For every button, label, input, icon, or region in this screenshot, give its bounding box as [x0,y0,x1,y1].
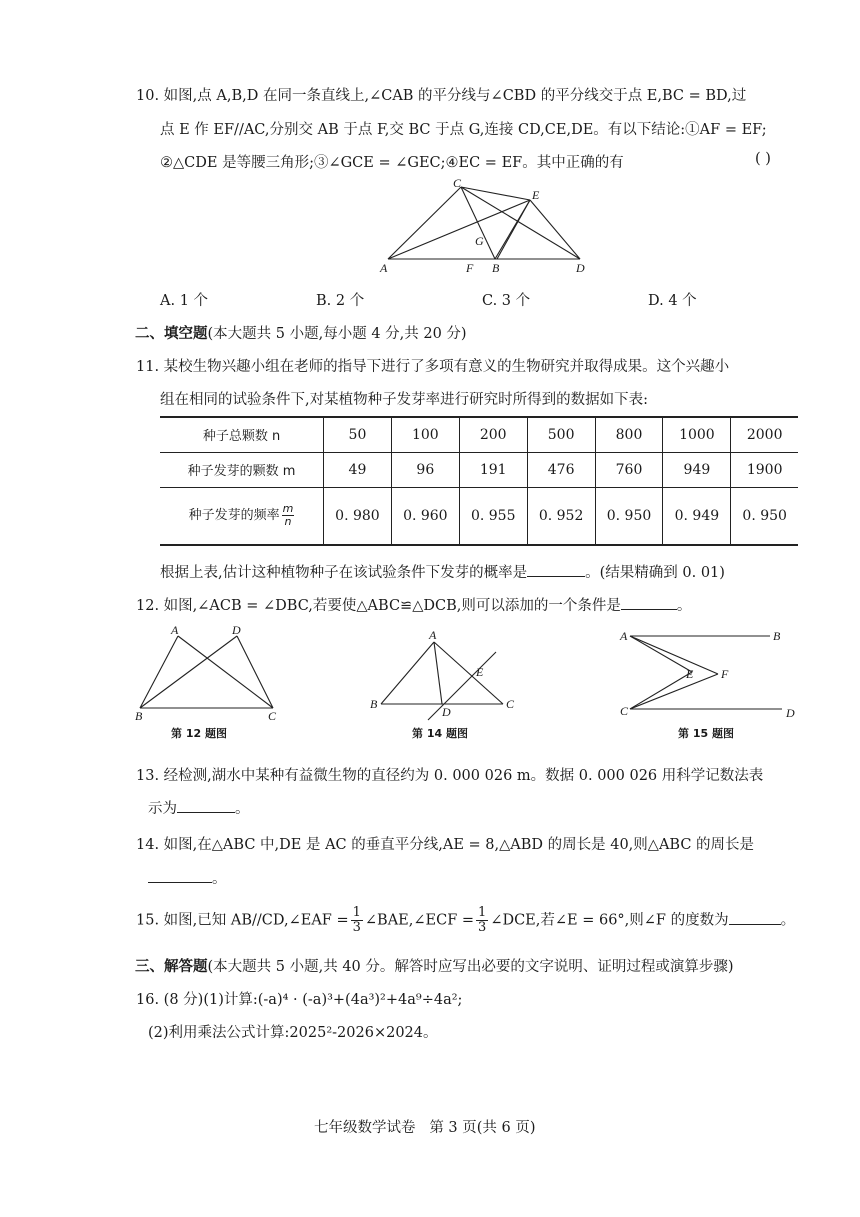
q11-line-1: 11. 某校生物兴趣小组在老师的指导下进行了多项有意义的生物研究并取得成果。这个兴趣小 [136,359,730,375]
row-label-m: 种子发芽的颗数 m [160,452,324,487]
q10-figure [370,175,600,280]
q14-line-1: 14. 如图,在△ABC 中,DE 是 AC 的垂直平分线,AE = 8,△ABD 的周长是 40,则△ABC 的周长是 [136,837,755,853]
q15-fraction-2 [476,906,488,935]
section-2-title: 二、填空题 [135,326,208,342]
q10-label-g: G [475,234,484,248]
section-3-title: 三、解答题 [135,959,208,975]
q10-line-3: ②△CDE 是等腰三角形;③∠GCE = ∠GEC;④EC = EF。其中正确的有 [160,155,624,171]
fig15-label-e: E [686,667,694,681]
table-cell: 1000 [663,417,731,452]
q13-end: 。 [235,801,250,817]
q11-answer-blank[interactable] [527,575,585,577]
q15-line [136,906,795,935]
q15-end: 。 [780,912,796,929]
table-cell: 0. 950 [595,487,663,545]
table-row [160,417,798,452]
q10-label-e: E [532,188,540,202]
seed-germination-table [160,416,798,546]
q10-line-1: 10. 如图,点 A,B,D 在同一条直线上,∠CAB 的平分线与∠CBD 的平分线交于点 E,BC = BD,过 [136,88,747,104]
section-3-desc: (本大题共 5 小题,共 40 分。解答时应写出必要的文字说明、证明过程或演算步骤) [207,959,734,975]
fraction-denominator: 3 [478,920,487,935]
fig15-label-d: D [786,706,795,720]
q11-answer-note: 。(结果精确到 0. 01) [585,565,725,581]
q13-answer-blank[interactable] [177,811,235,813]
q10-option-d: D. 4 个 [648,293,697,309]
section-2-heading [135,322,467,343]
table-cell: 0. 960 [391,487,459,545]
q15-part-3: ∠DCE,若∠E = 66°,则∠F 的度数为 [490,912,729,929]
q12-end: 。 [676,598,692,614]
q15-fraction-1 [351,906,363,935]
fraction-denominator: n [284,515,292,529]
q10-option-b: B. 2 个 [316,293,365,309]
q10-line-2: 点 E 作 EF//AC,分别交 AB 于点 F,交 BC 于点 G,连接 CD,CE,DE。有以下结论:①AF = EF; [160,122,767,138]
q12-line [136,594,691,615]
table-row [160,487,798,545]
table-cell: 200 [459,417,527,452]
q11-line-2: 组在相同的试验条件下,对某植物种子发芽率进行研究时所得到的数据如下表: [160,392,648,408]
table-cell: 500 [527,417,595,452]
figure-12 [125,620,295,750]
section-2-desc: (本大题共 5 小题,每小题 4 分,共 20 分) [207,326,467,342]
figure-15 [610,620,810,750]
table-cell: 0. 950 [731,487,798,545]
q15-part-1: 15. 如图,已知 AB//CD,∠EAF = [136,912,349,929]
fig14-label-d: D [442,705,451,719]
q10-label-a: A [380,261,388,275]
fig15-label-f: F [721,667,729,681]
fig14-caption: 第 14 题图 [412,727,468,740]
row-label-n: 种子总颗数 n [160,417,324,452]
table-cell: 760 [595,452,663,487]
table-row [160,452,798,487]
fig14-label-e: E [476,665,484,679]
fig15-label-b: B [773,629,781,643]
fraction-m-over-n [282,503,295,528]
table-cell: 0. 955 [459,487,527,545]
table-cell: 1900 [731,452,798,487]
q10-label-b: B [492,261,500,275]
q15-part-2: ∠BAE,∠ECF = [364,912,475,929]
fraction-numerator: m [282,502,294,516]
q16-line-1: 16. (8 分)(1)计算:(-a)⁴ · (-a)³+(4a³)²+4a⁹÷4a²; [136,992,463,1008]
figure-14 [360,620,530,750]
fig12-label-b: B [135,709,143,723]
table-cell: 949 [663,452,731,487]
fig15-label-c: C [620,704,629,718]
q13-line-2 [148,797,250,818]
q13-line-1: 13. 经检测,湖水中某种有益微生物的直径约为 0. 000 026 m。数据 0. 000 026 用科学记数法表 [136,768,764,784]
table-cell: 800 [595,417,663,452]
q10-option-c: C. 3 个 [482,293,531,309]
fig14-label-c: C [506,697,515,711]
table-cell: 96 [391,452,459,487]
fig12-label-c: C [268,709,277,723]
section-3-heading [135,955,734,976]
q16-line-2: (2)利用乘法公式计算:2025²-2026×2024。 [148,1025,438,1041]
q10-label-f: F [466,261,474,275]
table-cell: 50 [324,417,392,452]
q12-text: 12. 如图,∠ACB = ∠DBC,若要使△ABC≌△DCB,则可以添加的一个条件是 [136,598,621,614]
fraction-numerator: 1 [478,905,487,920]
row-label-freq-text: 种子发芽的频率 [188,508,280,524]
q10-answer-paren: ( ) [755,151,771,167]
fraction-numerator: 1 [352,905,361,920]
q14-answer-blank[interactable] [148,881,212,883]
q13-text: 示为 [148,801,177,817]
table-cell: 0. 952 [527,487,595,545]
q12-answer-blank[interactable] [621,608,677,610]
fraction-denominator: 3 [352,920,361,935]
table-cell: 191 [459,452,527,487]
fig12-caption: 第 12 题图 [171,727,227,740]
page-footer: 七年级数学试卷 第 3 页(共 6 页) [314,1120,536,1136]
q10-label-d: D [576,261,585,275]
row-label-freq [160,487,324,545]
fig12-label-d: D [232,623,241,637]
q14-end: 。 [212,871,227,887]
table-cell: 0. 980 [324,487,392,545]
table-cell: 49 [324,452,392,487]
table-cell: 476 [527,452,595,487]
table-cell: 100 [391,417,459,452]
q14-line-2 [148,867,227,888]
table-cell: 0. 949 [663,487,731,545]
q11-answer-line [160,561,725,582]
table-cell: 2000 [731,417,798,452]
fig15-caption: 第 15 题图 [678,727,734,740]
fig14-label-b: B [370,697,378,711]
q10-label-c: C [453,176,462,190]
fig12-label-a: A [171,623,179,637]
q11-answer-text: 根据上表,估计这种植物种子在该试验条件下发芽的概率是 [160,565,528,581]
fig14-label-a: A [429,628,437,642]
fig15-label-a: A [620,629,628,643]
q15-answer-blank[interactable] [729,923,781,925]
q10-option-a: A. 1 个 [160,293,209,309]
